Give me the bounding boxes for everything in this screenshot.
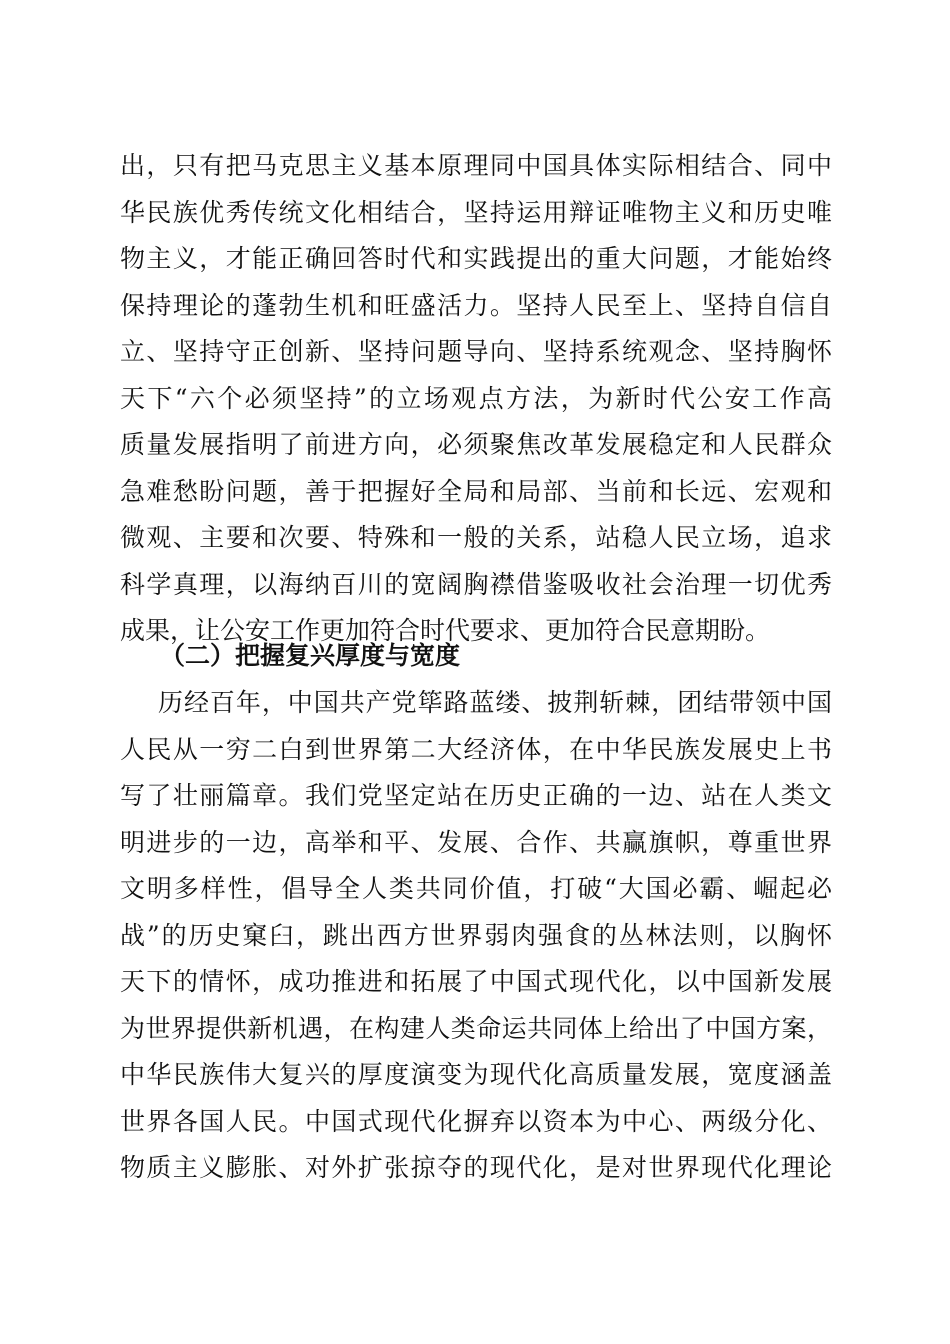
text-line: 人民从一穷二白到世界第二大经济体，在中华民族发展史上书 bbox=[120, 734, 832, 764]
text-line: 为世界提供新机遇，在构建人类命运共同体上给出了中国方案， bbox=[120, 1013, 832, 1043]
text-line: 急难愁盼问题，善于把握好全局和局部、当前和长远、宏观和 bbox=[120, 476, 832, 506]
text-line: 战”的历史窠臼，跳出西方世界弱肉强食的丛林法则，以胸怀 bbox=[120, 920, 832, 950]
body-paragraph bbox=[120, 143, 832, 655]
text-line: 立、坚持守正创新、坚持问题导向、坚持系统观念、坚持胸怀 bbox=[120, 337, 832, 366]
body-paragraph bbox=[120, 680, 832, 1192]
text-line: 中华民族伟大复兴的厚度演变为现代化高质量发展，宽度涵盖 bbox=[120, 1060, 832, 1089]
text-line: 文明多样性，倡导全人类共同价值，打破“大国必霸、崛起必 bbox=[120, 874, 832, 903]
text-line: 保持理论的蓬勃生机和旺盛活力。坚持人民至上、坚持自信自 bbox=[120, 290, 832, 320]
text-line: 物主义，才能正确回答时代和实践提出的重大问题，才能始终 bbox=[120, 244, 832, 273]
text-line: 华民族优秀传统文化相结合，坚持运用辩证唯物主义和历史唯 bbox=[120, 197, 832, 227]
text-line: 写了壮丽篇章。我们党坚定站在历史正确的一边、站在人类文 bbox=[120, 781, 832, 810]
text-line: 天下的情怀，成功推进和拓展了中国式现代化，以中国新发展 bbox=[120, 967, 832, 996]
text-line: 物质主义膨胀、对外扩张掠夺的现代化，是对世界现代化理论 bbox=[120, 1153, 832, 1182]
text-line: 科学真理，以海纳百川的宽阔胸襟借鉴吸收社会治理一切优秀 bbox=[120, 569, 832, 599]
text-line: 出，只有把马克思主义基本原理同中国具体实际相结合、同中 bbox=[120, 151, 832, 180]
text-line: 明进步的一边，高举和平、发展、合作、共赢旗帜，尊重世界 bbox=[120, 827, 832, 857]
text-line: 历经百年，中国共产党筚路蓝缕、披荆斩棘，团结带领中国 bbox=[158, 688, 832, 717]
text-line: 成果，让公安工作更加符合时代要求、更加符合民意期盼。 bbox=[120, 616, 771, 645]
text-line: 质量发展指明了前进方向，必须聚焦改革发展稳定和人民群众 bbox=[120, 430, 832, 459]
section-heading: （二）把握复兴厚度与宽度 bbox=[160, 641, 461, 670]
text-line: 微观、主要和次要、特殊和一般的关系，站稳人民立场，追求 bbox=[120, 523, 832, 552]
text-line: 世界各国人民。中国式现代化摒弃以资本为中心、两级分化、 bbox=[120, 1106, 832, 1136]
text-line: 天下“六个必须坚持”的立场观点方法，为新时代公安工作高 bbox=[120, 383, 832, 413]
